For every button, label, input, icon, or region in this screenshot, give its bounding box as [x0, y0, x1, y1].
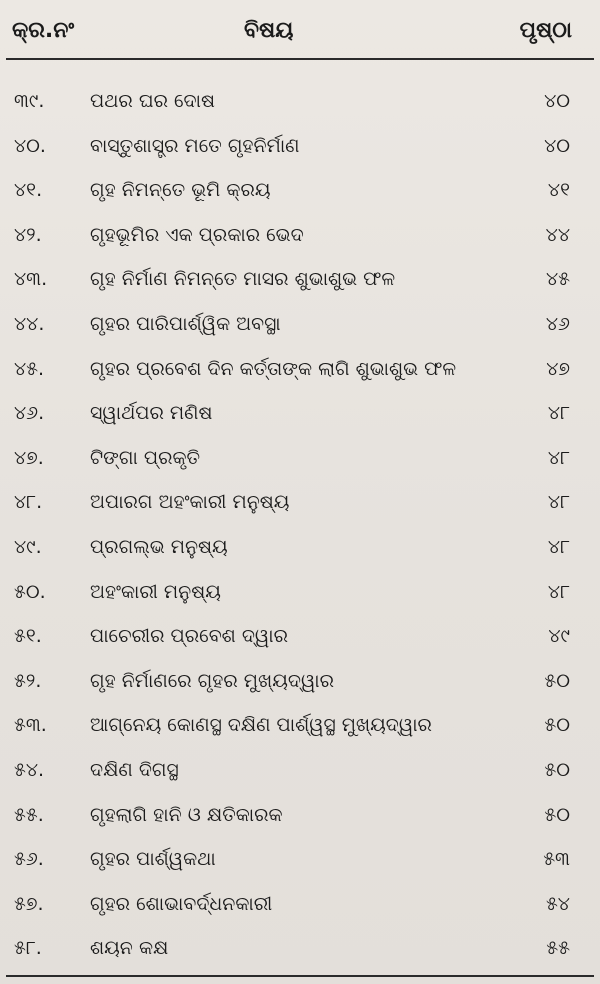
contents-row [0, 171, 600, 216]
entry-number: ୩୯. [14, 90, 45, 112]
entry-title: ଗୃହଭୂମିର ଏକ ପ୍ରକାର ଭେଦ [90, 223, 304, 246]
entry-number: ୫୭. [14, 892, 44, 915]
contents-list [0, 82, 600, 974]
entry-number: ୫୬. [14, 848, 44, 871]
contents-row [0, 617, 600, 662]
entry-page: ୪୮ [547, 402, 570, 425]
entry-title: ସ୍ୱାର୍ଥପର ମଣିଷ [90, 402, 213, 425]
contents-row [0, 796, 600, 841]
entry-number: ୪୯. [14, 535, 42, 558]
entry-number: ୫୪. [14, 758, 45, 781]
entry-page: ୫୫ [546, 937, 570, 960]
contents-row [0, 706, 600, 751]
entry-title: ଆଗ୍ନେୟ କୋଣସ୍ଥ ଦକ୍ଷିଣ ପାର୍ଶ୍ୱସ୍ଥ ମୁଖ୍ୟଦ୍ୱାର [90, 714, 432, 737]
entry-title: ପାଚେରୀର ପ୍ରବେଶ ଦ୍ୱାର [90, 625, 288, 648]
contents-row [0, 840, 600, 885]
entry-page: ୪୬ [545, 312, 570, 335]
entry-title: ଗୃହଲାଗି ହାନି ଓ କ୍ଷତିକାରକ [90, 803, 283, 826]
contents-row [0, 483, 600, 528]
entry-number: ୫୫. [14, 803, 44, 826]
entry-title: ଅପାରଗ ଅହଂକାରୀ ମନୁଷ୍ୟ [90, 491, 290, 514]
column-header-number: କ୍ର.ନଂ [12, 18, 75, 43]
entry-page: ୫୦ [544, 803, 570, 826]
entry-page: ୪୮ [547, 580, 570, 603]
entry-page: ୪୧ [547, 179, 570, 202]
entry-number: ୪୬. [14, 402, 45, 425]
entry-title: ଶୟନ କକ୍ଷ [90, 937, 169, 960]
entry-title: ଗୃହ ନିର୍ମାଣ ନିମନ୍ତେ ମାସର ଶୁଭାଶୁଭ ଫଳ [90, 268, 396, 291]
contents-row [0, 216, 600, 261]
entry-title: ଦକ୍ଷିଣ ଦିଗସ୍ଥ [90, 758, 179, 781]
contents-row [0, 528, 600, 573]
entry-page: ୪୭ [546, 357, 570, 380]
entry-page: ୪୦ [544, 90, 570, 112]
contents-row [0, 350, 600, 395]
contents-row [0, 127, 600, 172]
entry-title: ପଥର ଘର ଦୋଷ [90, 90, 215, 112]
contents-row [0, 573, 600, 618]
entry-page: ୪୮ [547, 491, 570, 514]
footer-divider [6, 975, 594, 977]
contents-row [0, 662, 600, 707]
entry-page: ୫୩ [543, 848, 570, 871]
column-header-page: ପୃଷ୍ଠା [519, 18, 572, 43]
entry-number: ୫୮. [14, 937, 42, 960]
entry-page: ୫୦ [544, 714, 570, 737]
entry-page: ୪୮ [547, 446, 570, 469]
contents-row [0, 305, 600, 350]
entry-number: ୪୪. [14, 312, 45, 335]
entry-title: ଗୃହ ନିର୍ମାଣରେ ଗୃହର ମୁଖ୍ୟଦ୍ୱାର [90, 669, 335, 692]
contents-row [0, 929, 600, 974]
entry-number: ୪୭. [14, 446, 44, 469]
entry-number: ୪୨. [14, 223, 42, 246]
entry-page: ୫୦ [544, 669, 570, 692]
entry-title: ଗୃହର ପାର୍ଶ୍ୱକଥା [90, 848, 216, 871]
entry-number: ୫୩. [14, 714, 47, 737]
entry-page: ୪୯ [548, 625, 570, 648]
header-divider [6, 58, 594, 60]
entry-number: ୪୮. [14, 491, 43, 514]
entry-number: ୪୦. [14, 134, 46, 157]
contents-row [0, 260, 600, 305]
entry-title: ପ୍ରଗଲ୍ଭ ମନୁଷ୍ୟ [90, 535, 228, 558]
entry-page: ୫୪ [545, 892, 570, 915]
entry-number: ୫୦. [14, 580, 46, 603]
contents-row [0, 885, 600, 930]
entry-number: ୪୫. [14, 357, 45, 380]
contents-row [0, 439, 600, 484]
entry-page: ୫୦ [544, 758, 570, 781]
entry-page: ୪୪ [545, 223, 570, 246]
column-header-subject: ବିଷୟ [244, 18, 294, 43]
contents-row [0, 82, 600, 127]
entry-title: ଗୃହର ଶୋଭାବର୍ଦ୍ଧନକାରୀ [90, 892, 273, 915]
entry-title: ଗୃହର ପାରିପାର୍ଶ୍ୱିକ ଅବସ୍ଥା [90, 312, 281, 335]
entry-number: ୪୧. [14, 179, 43, 202]
entry-number: ୫୨. [14, 669, 42, 692]
entry-title: ଗୃହର ପ୍ରବେଶ ଦିନ କର୍ତ୍ତାଙ୍କ ଲାଗି ଶୁଭାଶୁଭ ଫଳ [90, 357, 457, 380]
entry-page: ୪୮ [547, 535, 570, 558]
table-header [0, 18, 600, 50]
entry-title: ଟିଙ୍ଗା ପ୍ରକୃତି [90, 446, 201, 469]
entry-page: ୪୦ [544, 134, 570, 157]
contents-row [0, 394, 600, 439]
entry-title: ଗୃହ ନିମନ୍ତେ ଭୂମି କ୍ରୟ [90, 179, 271, 202]
entry-number: ୪୩. [14, 268, 48, 291]
entry-number: ୫୧. [14, 625, 42, 648]
entry-title: ଅହଂକାରୀ ମନୁଷ୍ୟ [90, 580, 221, 603]
entry-title: ବାସ୍ତୁଶାସ୍ତ୍ର ମତେ ଗୃହନିର୍ମାଣ [90, 134, 300, 157]
entry-page: ୪୫ [545, 268, 570, 291]
contents-row [0, 751, 600, 796]
